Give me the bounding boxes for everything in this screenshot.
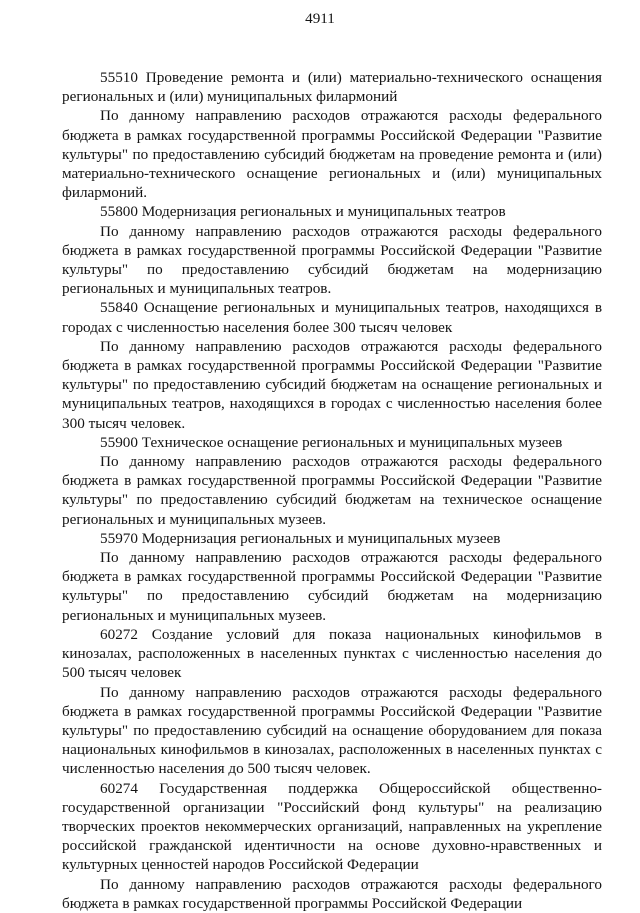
section-body: По данному направлению расходов отражаются расходы федерального бюджета в рамках государственной программы Российской Федерации "Развитие культуры" по предоставлению субсидий бюджетам на модернизацию региональных и муниципальных музеев.: [62, 549, 602, 624]
section-heading: 60274 Государственная поддержка Общероссийской общественно-государственной организации "Российский фонд культуры" на реализацию творческих проектов некоммерческих организаций, направленных на укрепление российской гражданской идентичности на основе духовно-нравственных и культурных ценностей народов Российской Федерации: [62, 779, 602, 874]
section-body: По данному направлению расходов отражаются расходы федерального бюджета в рамках государственной программы Российской Федерации "Развитие культуры" по предоставлению субсидий бюджетам на техническое оснащение региональных и муниципальных музеев.: [62, 453, 602, 528]
page-number: 4911: [305, 10, 335, 27]
section-body: По данному направлению расходов отражаются расходы федерального бюджета в рамках государственной программы Российской Федерации "Развитие культуры" по предоставлению субсидий бюджетам на оснащение региональных и муниципальных театров, находящихся в городах с численностью населения более 300 тысяч человек.: [62, 337, 602, 432]
section-body: По данному направлению расходов отражаются расходы федерального бюджета в рамках государственной программы Российской Федерации "Развитие культуры" по предоставлению субсидий на оснащение оборудованием для показа национальных кинофильмов в кинозалах, расположенных в населенных пунктах с численностью населения до 500 тысяч человек.: [62, 683, 602, 778]
section-heading: 55510 Проведение ремонта и (или) материально-технического оснащения региональных и (или) муниципальных филармоний: [62, 69, 602, 106]
page-content: [62, 68, 602, 913]
section-heading: 55840 Оснащение региональных и муниципальных театров, находящихся в городах с численностью населения более 300 тысяч человек: [62, 299, 602, 336]
section-heading: 60272 Создание условий для показа национальных кинофильмов в кинозалах, расположенных в населенных пунктах с численностью населения до 500 тысяч человек: [62, 625, 602, 682]
section-heading: 55900 Техническое оснащение региональных и муниципальных музеев: [100, 433, 563, 451]
section-body: По данному направлению расходов отражаются расходы федерального бюджета в рамках государственной программы Российской Федерации "Развитие культуры" по предоставлению субсидий бюджетам на модернизацию региональных и муниципальных театров.: [62, 222, 602, 298]
section-body: По данному направлению расходов отражаются расходы федерального бюджета в рамках государственной программы Российской Федерации: [62, 875, 602, 912]
section-heading: 55800 Модернизация региональных и муниципальных театров: [100, 203, 506, 221]
section-body: По данному направлению расходов отражаются расходы федерального бюджета в рамках государственной программы Российской Федерации "Развитие культуры" по предоставлению субсидий бюджетам на проведение ремонта и (или) материально-технического оснащение региональных и (или) муниципальных филармоний.: [62, 107, 602, 202]
section-heading: 55970 Модернизация региональных и муниципальных музеев: [100, 529, 501, 547]
